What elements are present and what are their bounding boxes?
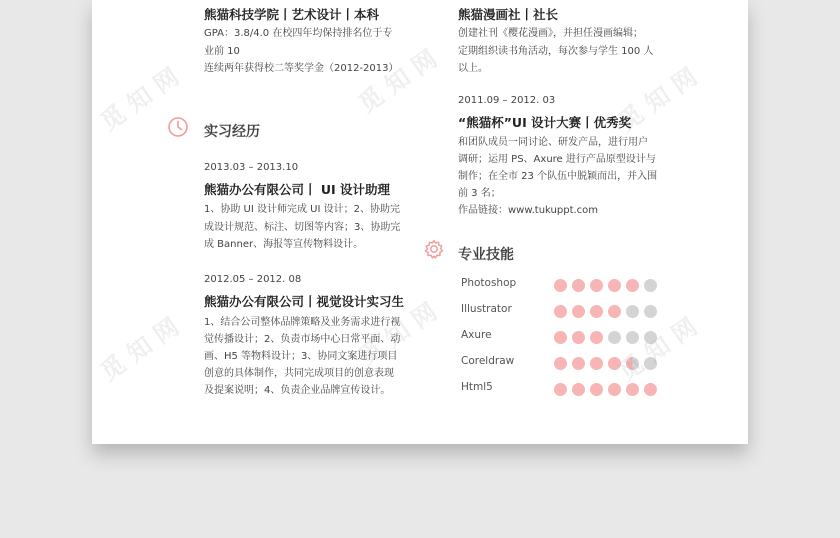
skill-dot — [554, 305, 567, 318]
skill-dot — [608, 305, 621, 318]
skill-dot — [590, 383, 603, 396]
education-school-line: 熊猫科技学院丨艺术设计丨本科 — [204, 7, 380, 22]
skill-dot — [608, 279, 621, 292]
watermark-decoration: 觅 知 网 — [613, 62, 703, 137]
education-gpa-line: GPA：3.8/4.0 在校四年均保持排名位于专 — [204, 28, 393, 39]
skill-dot — [572, 279, 585, 292]
skill-dot — [644, 331, 657, 344]
skill-dot — [590, 357, 603, 370]
skill-dot — [608, 383, 621, 396]
skill-dot — [554, 279, 567, 292]
skill-name: Coreldraw — [461, 355, 515, 367]
internship-heading: 实习经历 — [204, 124, 260, 140]
skill-dot — [608, 331, 621, 344]
education-gpa-line-2: 业前 10 — [204, 46, 240, 57]
skill-dot — [626, 357, 639, 370]
watermark-decoration: 觅 知 网 — [95, 62, 185, 137]
skill-dot — [590, 305, 603, 318]
skill-dot — [644, 383, 657, 396]
skill-dot — [554, 383, 567, 396]
contest-desc-line: 制作；在全市 23 个队伍中脱颖而出，并入围 — [458, 171, 658, 182]
education-award-line: 连续两年获得校二等奖学金（2012-2013） — [204, 63, 399, 74]
skill-dot — [590, 331, 603, 344]
skill-dot — [572, 305, 585, 318]
internship-desc-line: 成 Banner、海报等宣传物料设计。 — [204, 239, 364, 250]
club-title: 熊猫漫画社丨社长 — [458, 7, 559, 22]
skill-dot — [572, 383, 585, 396]
internship-desc-line: 成设计规范、标注、切图等内容；3、协助完 — [204, 222, 401, 233]
skill-dot — [626, 279, 639, 292]
skill-dot — [626, 383, 639, 396]
internship-desc-line: 1、结合公司整体品牌策略及业务需求进行视 — [204, 317, 401, 328]
skill-dot — [572, 357, 585, 370]
skill-name: Illustrator — [461, 303, 512, 315]
skills-heading: 专业技能 — [458, 247, 514, 263]
contest-desc-line: 调研；运用 PS、Axure 进行产品原型设计与 — [458, 154, 656, 165]
watermark-decoration: 觅 知 网 — [353, 44, 443, 119]
internship-desc-line: 觉传播设计；2、负责市场中心日常平面、动 — [204, 334, 401, 345]
skill-dot — [572, 331, 585, 344]
skill-dot — [608, 357, 621, 370]
internship-date: 2012.05 – 2012. 08 — [204, 274, 302, 285]
contest-date: 2011.09 – 2012. 03 — [458, 95, 556, 106]
resume-page — [92, 0, 748, 444]
skill-row — [461, 328, 681, 346]
watermark-decoration: 觅 知 网 — [95, 312, 185, 387]
skill-name: Axure — [461, 329, 492, 341]
skill-dot — [554, 357, 567, 370]
watermark-decoration: 觅 知 网 — [613, 312, 703, 387]
watermark-decoration: 觅 知 网 — [353, 297, 443, 372]
skill-dot — [644, 279, 657, 292]
gear-icon — [423, 238, 445, 260]
skill-dot — [644, 357, 657, 370]
internship-title: 熊猫办公有限公司丨视觉设计实习生 — [204, 294, 405, 309]
internship-date: 2013.03 – 2013.10 — [204, 162, 299, 173]
contest-title: “熊猫杯”UI 设计大赛丨优秀奖 — [458, 115, 632, 130]
skill-name: Html5 — [461, 381, 493, 393]
skill-dot — [626, 331, 639, 344]
skill-dot — [644, 305, 657, 318]
internship-desc-line: 画、H5 等物料设计；3、协同文案进行项目 — [204, 351, 398, 362]
internship-title: 熊猫办公有限公司丨 UI 设计助理 — [204, 182, 391, 197]
skill-dot — [626, 305, 639, 318]
contest-link-line: 作品链接：www.tukuppt.com — [458, 205, 599, 216]
club-desc-line: 定期组织读书角活动，每次参与学生 100 人 — [458, 46, 654, 57]
skill-row — [461, 302, 681, 320]
club-desc-line: 以上。 — [458, 63, 488, 74]
club-desc-line: 创建社刊《樱花漫画》，并担任漫画编辑； — [458, 28, 643, 39]
contest-desc-line: 和团队成员一同讨论、研发产品，进行用户 — [458, 137, 648, 148]
internship-desc-line: 及提案说明；4、负责企业品牌宣传设计。 — [204, 385, 391, 396]
skill-row — [461, 354, 681, 372]
skill-row — [461, 380, 681, 398]
skill-name: Photoshop — [461, 277, 517, 289]
skill-row — [461, 276, 681, 294]
contest-desc-line: 前 3 名； — [458, 188, 501, 199]
internship-desc-line: 1、协助 UI 设计师完成 UI 设计；2、协助完 — [204, 204, 400, 215]
skill-dot — [554, 331, 567, 344]
internship-desc-line: 创意的具体制作，共同完成项目的创意表现 — [204, 368, 394, 379]
skill-dot — [590, 279, 603, 292]
clock-icon — [167, 116, 189, 138]
